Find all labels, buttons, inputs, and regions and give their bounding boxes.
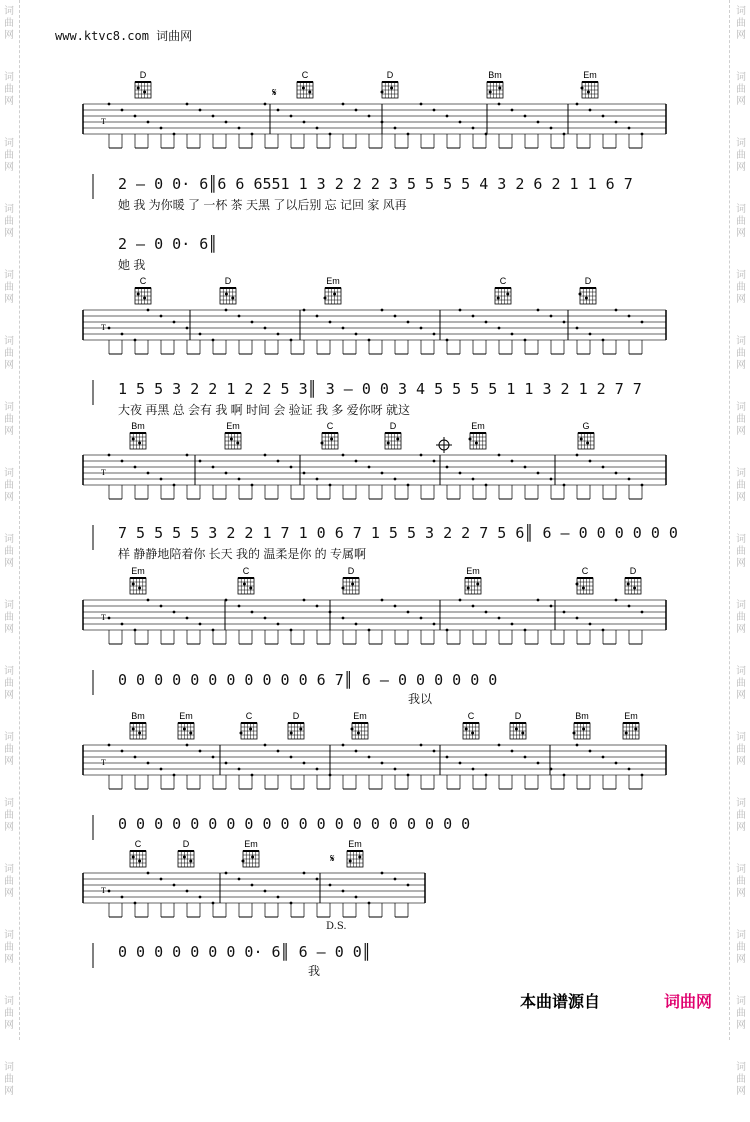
chord-diagram (220, 276, 236, 304)
tab-note (160, 768, 163, 771)
numbered-line-4: 0 0 0 0 0 0 0 0 0 0 0 6 7║ 6 – 0 0 0 0 0 0 (118, 671, 498, 689)
tab-note (615, 762, 618, 765)
tab-note (576, 617, 579, 620)
numbered-line-6: 0 0 0 0 0 0 0 0· 6║ 6 – 0 0║ (118, 943, 371, 961)
tab-note (498, 454, 501, 457)
lyrics-line-1b: 她 我 (118, 258, 146, 272)
tab-note (277, 623, 280, 626)
tab-note (433, 750, 436, 753)
tab-note (108, 744, 111, 747)
tab-note (420, 454, 423, 457)
tab-note (524, 466, 527, 469)
chord-name: D (139, 70, 147, 80)
tab-note (498, 744, 501, 747)
tab-note (160, 315, 163, 318)
tab-note (589, 460, 592, 463)
chord-name: Em (471, 421, 485, 431)
tab-note (433, 333, 436, 336)
chord-diagram (463, 711, 479, 739)
tab-note (537, 472, 540, 475)
tab-note (264, 890, 267, 893)
tab-note (316, 127, 319, 130)
tab-note (511, 623, 514, 626)
tab-clef-label: T (101, 323, 106, 332)
tab-note (199, 460, 202, 463)
tab-note (628, 478, 631, 481)
lyrics-line-3: 样 静静地陪着你 长天 我的 温柔是你 的 专属啊 (118, 547, 367, 561)
tab-note (342, 744, 345, 747)
tab-note (641, 321, 644, 324)
tab-note (147, 762, 150, 765)
chord-diagram (238, 566, 254, 594)
tab-note (238, 768, 241, 771)
chord-diagram (469, 421, 487, 449)
footer-brand: 词曲网 (664, 994, 713, 1011)
tab-note (498, 617, 501, 620)
tab-note (303, 472, 306, 475)
tab-note (121, 460, 124, 463)
tab-note (212, 466, 215, 469)
tab-note (290, 756, 293, 759)
tab-note (173, 884, 176, 887)
tab-note (316, 878, 319, 881)
tab-note (589, 750, 592, 753)
chord-name: Em (348, 839, 362, 849)
tab-note (303, 872, 306, 875)
chord-diagram (579, 276, 597, 304)
chord-diagram (576, 566, 594, 594)
tab-note (602, 756, 605, 759)
numbered-line-1b: 2 – 0 0· 6║ (118, 235, 218, 253)
tab-note (420, 327, 423, 330)
chord-diagram (225, 421, 241, 449)
tab-note (264, 744, 267, 747)
tab-note (121, 109, 124, 112)
tab-note (576, 454, 579, 457)
tab-note (576, 103, 579, 106)
chord-diagram (581, 70, 599, 98)
tab-note (303, 121, 306, 124)
footer-source-label: 本曲谱源自 (520, 994, 601, 1011)
chord-diagram (130, 566, 146, 594)
tab-note (160, 127, 163, 130)
chord-name: C (242, 566, 250, 576)
tab-note (108, 327, 111, 330)
tab-note (186, 744, 189, 747)
tab-note (329, 611, 332, 614)
tab-note (394, 768, 397, 771)
chord-name: Bm (575, 711, 589, 721)
tab-note (498, 327, 501, 330)
tab-note (381, 472, 384, 475)
tab-note (238, 478, 241, 481)
tab-note (277, 896, 280, 899)
numbered-line-2: 1 5 5 3 2 2 1 2 2 5 3║ 3 – 0 0 3 4 5 5 5 5 1 1 3 2 1 2 7 7 (118, 380, 642, 398)
tab-note (225, 599, 228, 602)
tab-note (303, 309, 306, 312)
tab-note (342, 327, 345, 330)
tab-note (472, 315, 475, 318)
tab-note (446, 466, 449, 469)
tab-note (394, 478, 397, 481)
tab-note (537, 121, 540, 124)
tab-note (459, 762, 462, 765)
tab-note (225, 472, 228, 475)
tab-note (368, 756, 371, 759)
tab-note (251, 884, 254, 887)
tab-note (225, 309, 228, 312)
tab-note (433, 460, 436, 463)
chord-name: Em (624, 711, 638, 721)
lyrics-line-6: 我 (308, 964, 321, 978)
tab-note (121, 750, 124, 753)
tab-note (108, 103, 111, 106)
tab-note (381, 599, 384, 602)
tab-note (550, 478, 553, 481)
chord-diagram (135, 276, 151, 304)
tab-note (277, 109, 280, 112)
tab-note (550, 127, 553, 130)
chord-name: Em (583, 70, 597, 80)
tab-note (160, 478, 163, 481)
tab-note (225, 872, 228, 875)
tab-note (368, 466, 371, 469)
tab-note (199, 109, 202, 112)
tab-note (147, 599, 150, 602)
tab-note (329, 884, 332, 887)
chord-diagram (625, 566, 641, 594)
chord-diagram (342, 566, 360, 594)
tab-note (472, 768, 475, 771)
tab-note (160, 605, 163, 608)
tab-note (264, 454, 267, 457)
tab-note (225, 762, 228, 765)
coda-icon (436, 437, 452, 453)
chord-diagram (297, 70, 313, 98)
side-watermark-left: 词 曲 网 词 曲 网 词 曲 网 词 曲 网 词 曲 网 词 曲 网 词 曲 网 词 曲 网 词 曲 网 词 曲 网 词 曲 网 词 曲 网 词 曲 网 词 曲 网 词 曲 网 词 曲 网 词 曲 网 (4, 6, 14, 1097)
tab-note (329, 321, 332, 324)
tab-clef-label: T (101, 468, 106, 477)
tab-note (121, 333, 124, 336)
numbered-line-3: 7 5 5 5 5 3 2 2 1 7 1 0 6 7 1 5 5 3 2 2 7 5 6║ 6 – 0 0 0 0 0 0 (118, 524, 678, 542)
tab-note (511, 109, 514, 112)
lyrics-line-4: 我以 (408, 692, 433, 706)
chord-name: G (582, 421, 590, 431)
chord-diagram (487, 70, 503, 98)
tab-note (628, 605, 631, 608)
segno-icon: 𝄋 (272, 86, 277, 99)
tab-note (368, 115, 371, 118)
chord-diagram (510, 711, 526, 739)
tab-note (277, 750, 280, 753)
tab-note (121, 623, 124, 626)
chord-name: Em (353, 711, 367, 721)
tab-note (355, 750, 358, 753)
chord-diagram (347, 839, 363, 867)
tab-note (238, 127, 241, 130)
tab-note (238, 315, 241, 318)
tab-note (134, 756, 137, 759)
tab-note (433, 109, 436, 112)
tab-note (238, 605, 241, 608)
tab-note (407, 884, 410, 887)
chord-name: Em (179, 711, 193, 721)
chord-name: D (292, 711, 300, 721)
tab-note (290, 115, 293, 118)
tab-note (173, 321, 176, 324)
tab-note (277, 460, 280, 463)
ds-mark: D.S. (326, 921, 347, 932)
chord-name: C (139, 276, 147, 286)
tab-note (459, 599, 462, 602)
tab-note (628, 768, 631, 771)
tab-note (303, 762, 306, 765)
tab-note (277, 333, 280, 336)
chord-name: Em (326, 276, 340, 286)
lyrics-line-2: 大夜 再黑 总 会有 我 啊 时间 会 验证 我 多 爱你呀 就这 (118, 403, 411, 417)
tab-note (147, 121, 150, 124)
tab-note (355, 623, 358, 626)
tab-note (511, 333, 514, 336)
tab-note (381, 762, 384, 765)
tab-note (472, 605, 475, 608)
tab-note (342, 103, 345, 106)
tab-note (134, 115, 137, 118)
chord-name: D (389, 421, 397, 431)
chord-diagram (495, 276, 511, 304)
tab-note (381, 872, 384, 875)
tab-note (199, 896, 202, 899)
tab-note (537, 309, 540, 312)
chord-name: Bm (131, 711, 145, 721)
chord-name: Bm (488, 70, 502, 80)
tab-note (212, 756, 215, 759)
tab-note (199, 333, 202, 336)
tab-note (225, 121, 228, 124)
tab-note (589, 333, 592, 336)
tab-note (602, 115, 605, 118)
chord-diagram (130, 421, 146, 449)
tab-note (433, 623, 436, 626)
tab-note (108, 454, 111, 457)
tab-note (550, 605, 553, 608)
chord-diagram (381, 70, 399, 98)
tab-note (550, 768, 553, 771)
chord-name: D (386, 70, 394, 80)
tab-note (524, 756, 527, 759)
tab-clef-label: T (101, 613, 106, 622)
tab-note (394, 878, 397, 881)
chord-diagram (240, 711, 258, 739)
tab-note (238, 878, 241, 881)
chord-name: C (467, 711, 475, 721)
tab-note (342, 617, 345, 620)
tab-note (511, 460, 514, 463)
tab-note (511, 750, 514, 753)
chord-diagram (623, 711, 639, 739)
chord-diagram (351, 711, 369, 739)
tab-note (537, 599, 540, 602)
tab-note (576, 327, 579, 330)
numbered-line-1a: 2 – 0 0· 6║6 6 6551 1 3 2 2 2 3 5 5 5 5 4 3 2 6 2 1 1 6 7 (118, 175, 633, 193)
tab-note (407, 321, 410, 324)
tab-note (381, 309, 384, 312)
chord-diagram (385, 421, 401, 449)
tab-note (394, 315, 397, 318)
chord-name: C (301, 70, 309, 80)
tab-note (420, 103, 423, 106)
chord-diagram (178, 711, 194, 739)
chord-diagram (135, 70, 151, 98)
tab-note (589, 109, 592, 112)
tab-note (316, 768, 319, 771)
tab-note (147, 309, 150, 312)
tab-note (199, 623, 202, 626)
tab-note (563, 611, 566, 614)
tab-note (186, 454, 189, 457)
tab-note (485, 321, 488, 324)
tab-note (615, 309, 618, 312)
tab-note (147, 872, 150, 875)
tab-note (407, 611, 410, 614)
chord-name: C (326, 421, 334, 431)
tab-note (394, 605, 397, 608)
tab-note (355, 333, 358, 336)
chord-diagram (573, 711, 591, 739)
numbered-line-5: 0 0 0 0 0 0 0 0 0 0 0 0 0 0 0 0 0 0 0 0 (118, 815, 471, 833)
tab-note (615, 599, 618, 602)
tab-note (472, 127, 475, 130)
chord-diagram (242, 839, 260, 867)
tab-note (615, 121, 618, 124)
tab-note (264, 103, 267, 106)
tab-note (524, 115, 527, 118)
tab-note (251, 611, 254, 614)
chord-diagram (465, 566, 481, 594)
chord-name: C (245, 711, 253, 721)
tab-note (316, 315, 319, 318)
chord-name: C (581, 566, 589, 576)
tab-note (342, 890, 345, 893)
tab-note (641, 611, 644, 614)
tab-note (303, 599, 306, 602)
tab-note (615, 472, 618, 475)
tab-note (160, 878, 163, 881)
tab-note (121, 896, 124, 899)
tab-note (264, 617, 267, 620)
tab-note (355, 896, 358, 899)
chord-diagram (130, 711, 146, 739)
tab-note (251, 321, 254, 324)
chord-diagram (130, 839, 146, 867)
tab-note (537, 762, 540, 765)
tab-note (446, 115, 449, 118)
chord-name: Em (244, 839, 258, 849)
chord-name: Bm (131, 421, 145, 431)
tab-note (459, 472, 462, 475)
site-url: www.ktvc8.com 词曲网 (55, 29, 193, 43)
lyrics-line-1a: 她 我 为你暖 了 一杯 茶 天黑 了以后别 忘 记回 家 风再 (118, 198, 407, 212)
tab-note (576, 744, 579, 747)
tab-clef-label: T (101, 117, 106, 126)
chord-name: D (584, 276, 592, 286)
chord-diagram (321, 421, 339, 449)
tab-note (459, 121, 462, 124)
tab-note (108, 890, 111, 893)
segno-icon: 𝄋 (330, 852, 335, 865)
tab-note (420, 617, 423, 620)
tab-note (316, 605, 319, 608)
chord-diagram (578, 421, 594, 449)
chord-diagram (324, 276, 342, 304)
tab-note (550, 315, 553, 318)
tab-note (290, 466, 293, 469)
tab-note (108, 617, 111, 620)
tab-note (628, 315, 631, 318)
chord-name: Em (226, 421, 240, 431)
tab-clef-label: T (101, 758, 106, 767)
chord-name: D (629, 566, 637, 576)
tab-note (498, 103, 501, 106)
tab-note (186, 327, 189, 330)
tab-note (212, 115, 215, 118)
chord-name: Em (466, 566, 480, 576)
tab-note (420, 744, 423, 747)
tab-note (186, 103, 189, 106)
tab-note (394, 127, 397, 130)
tab-note (342, 454, 345, 457)
chord-name: C (499, 276, 507, 286)
chord-name: D (514, 711, 522, 721)
tab-note (355, 460, 358, 463)
tab-note (199, 750, 202, 753)
side-watermark-right: 词 曲 网 词 曲 网 词 曲 网 词 曲 网 词 曲 网 词 曲 网 词 曲 网 词 曲 网 词 曲 网 词 曲 网 词 曲 网 词 曲 网 词 曲 网 词 曲 网 词 曲 网 词 曲 网 词 曲 网 (736, 6, 746, 1097)
tab-note (264, 327, 267, 330)
tab-note (446, 756, 449, 759)
tab-note (472, 478, 475, 481)
tab-note (134, 466, 137, 469)
tab-note (589, 623, 592, 626)
chord-name: D (182, 839, 190, 849)
tab-note (485, 611, 488, 614)
chord-name: Em (131, 566, 145, 576)
chord-name: C (134, 839, 142, 849)
tab-clef-label: T (101, 886, 106, 895)
tab-note (355, 109, 358, 112)
tab-note (563, 321, 566, 324)
chord-diagram (288, 711, 304, 739)
tab-note (316, 478, 319, 481)
tab-note (147, 472, 150, 475)
chord-diagram (178, 839, 194, 867)
tab-note (459, 309, 462, 312)
tab-note (628, 127, 631, 130)
tab-note (381, 121, 384, 124)
tab-note (173, 611, 176, 614)
tab-note (186, 617, 189, 620)
chord-name: D (347, 566, 355, 576)
tab-note (186, 890, 189, 893)
tab-note (602, 466, 605, 469)
chord-name: D (224, 276, 232, 286)
